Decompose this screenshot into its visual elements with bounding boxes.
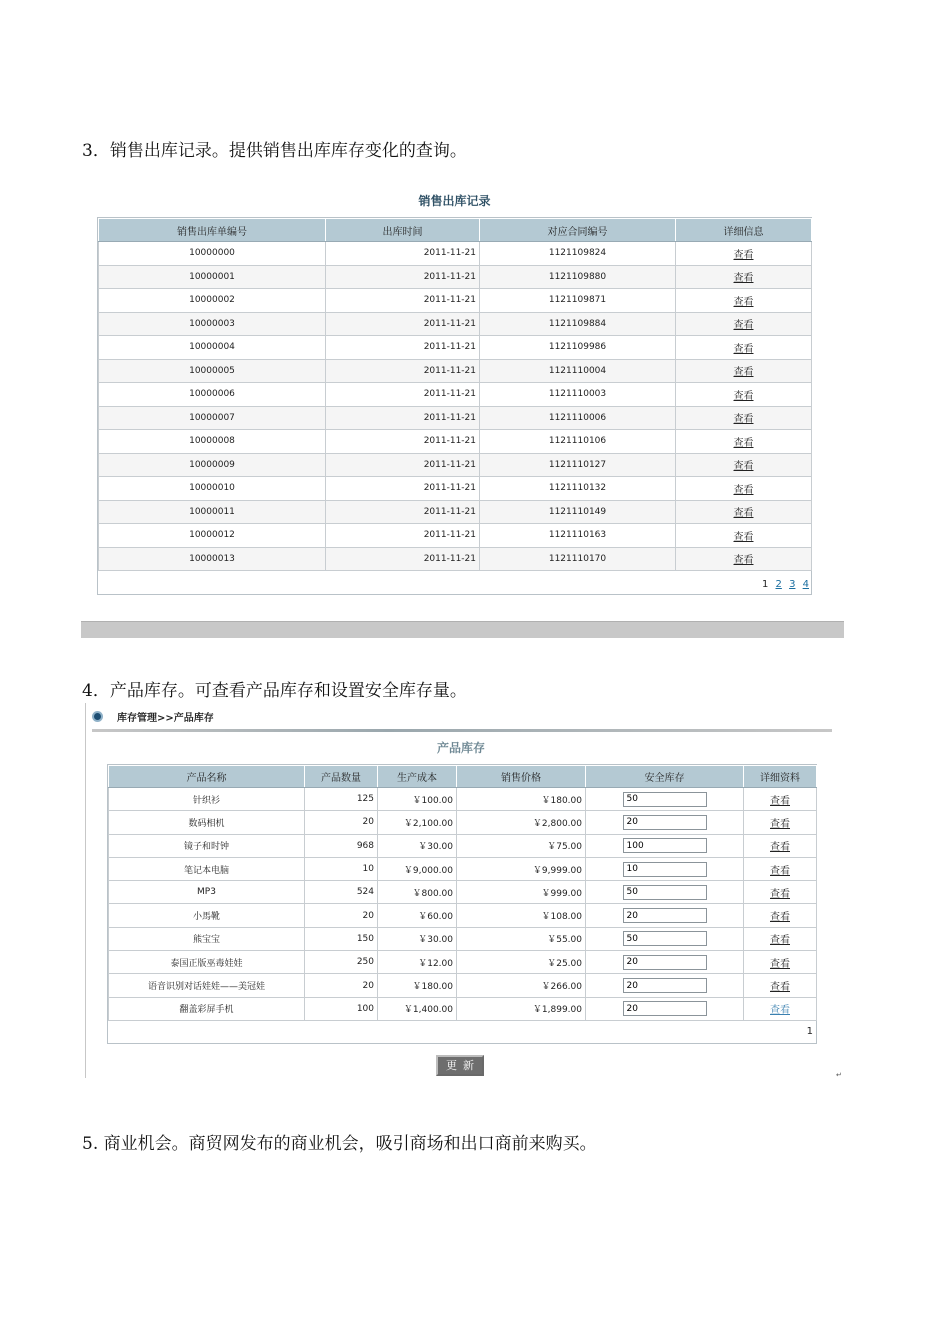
table-cell bbox=[586, 857, 744, 880]
sales-table-header bbox=[99, 219, 812, 242]
inventory-title: 产品库存 bbox=[436, 741, 485, 755]
table-cell: 1121109880 bbox=[480, 265, 676, 289]
table-cell: 2011-11-21 bbox=[326, 242, 480, 266]
view-link[interactable]: 查看 bbox=[733, 320, 754, 332]
table-row bbox=[109, 927, 817, 950]
table-cell: 10000012 bbox=[99, 524, 326, 548]
table-cell: ￥30.00 bbox=[378, 927, 457, 950]
table-cell: 2011-11-21 bbox=[326, 289, 480, 313]
table-cell bbox=[744, 927, 817, 950]
table-cell: ￥30.00 bbox=[378, 834, 457, 857]
table-cell bbox=[586, 788, 744, 811]
view-link[interactable]: 查看 bbox=[733, 555, 754, 567]
table-cell: 1121109986 bbox=[480, 336, 676, 360]
table-cell: 1121110106 bbox=[480, 430, 676, 454]
inventory-breadcrumb bbox=[92, 707, 214, 725]
table-cell: 1121110132 bbox=[480, 477, 676, 501]
table-row bbox=[99, 336, 812, 360]
view-link[interactable]: 查看 bbox=[770, 865, 790, 877]
table-cell: ￥100.00 bbox=[378, 788, 457, 811]
inventory-col-header: 销售价格 bbox=[457, 766, 586, 788]
inventory-col-header: 产品名称 bbox=[109, 766, 305, 788]
table-cell bbox=[676, 312, 812, 336]
table-row bbox=[109, 811, 817, 834]
table-cell bbox=[744, 951, 817, 974]
table-cell bbox=[676, 477, 812, 501]
table-cell: 1121110163 bbox=[480, 524, 676, 548]
table-cell bbox=[586, 927, 744, 950]
table-cell: 524 bbox=[305, 881, 378, 904]
table-row bbox=[99, 453, 812, 477]
view-link[interactable]: 查看 bbox=[733, 508, 754, 520]
section-3-text: 3．销售出库记录。提供销售出库库存变化的查询。 bbox=[82, 141, 467, 161]
view-link[interactable]: 查看 bbox=[770, 795, 790, 807]
sales-pager-page-4[interactable]: 4 bbox=[802, 579, 809, 590]
safety-stock-input[interactable] bbox=[623, 862, 707, 877]
table-cell: 2011-11-21 bbox=[326, 265, 480, 289]
view-link[interactable]: 查看 bbox=[770, 982, 790, 994]
table-cell bbox=[586, 881, 744, 904]
table-cell: ￥266.00 bbox=[457, 974, 586, 997]
table-row bbox=[109, 904, 817, 927]
inventory-table-header bbox=[109, 766, 817, 788]
inventory-left-border bbox=[85, 703, 86, 1078]
table-cell: MP3 bbox=[109, 881, 305, 904]
sales-col-header: 详细信息 bbox=[676, 219, 812, 242]
table-cell: 1121109871 bbox=[480, 289, 676, 313]
view-link[interactable]: 查看 bbox=[733, 390, 754, 402]
gear-icon bbox=[92, 711, 103, 722]
table-cell: 125 bbox=[305, 788, 378, 811]
view-link[interactable]: 查看 bbox=[770, 818, 790, 830]
table-cell: 10000001 bbox=[99, 265, 326, 289]
table-cell bbox=[586, 974, 744, 997]
table-cell: 968 bbox=[305, 834, 378, 857]
table-cell bbox=[676, 406, 812, 430]
table-cell: 数码相机 bbox=[109, 811, 305, 834]
table-cell: ￥2,100.00 bbox=[378, 811, 457, 834]
table-cell: 1121109884 bbox=[480, 312, 676, 336]
view-link[interactable]: 查看 bbox=[733, 531, 754, 543]
table-row bbox=[109, 951, 817, 974]
table-cell: ￥60.00 bbox=[378, 904, 457, 927]
safety-stock-input[interactable] bbox=[623, 815, 707, 830]
table-row bbox=[99, 500, 812, 524]
table-cell: 镜子和时钟 bbox=[109, 834, 305, 857]
table-cell: 10000006 bbox=[99, 383, 326, 407]
section-5-text: 5. 商业机会。商贸网发布的商业机会，吸引商场和出口商前来购买。 bbox=[82, 1134, 597, 1154]
table-row bbox=[99, 359, 812, 383]
table-cell: 2011-11-21 bbox=[326, 500, 480, 524]
table-cell bbox=[744, 857, 817, 880]
update-button[interactable]: 更新 bbox=[436, 1055, 484, 1076]
table-cell: ￥999.00 bbox=[457, 881, 586, 904]
table-cell: 10000009 bbox=[99, 453, 326, 477]
table-cell: 1121110127 bbox=[480, 453, 676, 477]
table-cell bbox=[676, 383, 812, 407]
table-cell bbox=[744, 974, 817, 997]
sales-col-header: 出库时间 bbox=[326, 219, 480, 242]
view-link[interactable]: 查看 bbox=[733, 414, 754, 426]
safety-stock-input[interactable] bbox=[623, 931, 707, 946]
sales-table-body bbox=[99, 242, 812, 571]
table-cell: 2011-11-21 bbox=[326, 477, 480, 501]
inventory-col-header: 生产成本 bbox=[378, 766, 457, 788]
table-cell: 10000003 bbox=[99, 312, 326, 336]
table-cell: 20 bbox=[305, 974, 378, 997]
sales-col-header: 对应合同编号 bbox=[480, 219, 676, 242]
table-cell: 10000005 bbox=[99, 359, 326, 383]
table-cell: 2011-11-21 bbox=[326, 312, 480, 336]
sales-col-header: 销售出库单编号 bbox=[99, 219, 326, 242]
table-row bbox=[99, 524, 812, 548]
table-cell: 2011-11-21 bbox=[326, 359, 480, 383]
table-cell: 10000000 bbox=[99, 242, 326, 266]
table-cell bbox=[586, 811, 744, 834]
table-row bbox=[109, 974, 817, 997]
table-cell: ￥800.00 bbox=[378, 881, 457, 904]
table-cell bbox=[744, 997, 817, 1020]
table-cell bbox=[586, 997, 744, 1020]
table-cell: 1121110149 bbox=[480, 500, 676, 524]
table-row bbox=[99, 477, 812, 501]
table-cell: ￥25.00 bbox=[457, 951, 586, 974]
table-cell: 2011-11-21 bbox=[326, 547, 480, 571]
view-link[interactable]: 查看 bbox=[770, 912, 790, 924]
table-cell: 10000008 bbox=[99, 430, 326, 454]
view-link[interactable]: 查看 bbox=[770, 888, 790, 900]
table-cell bbox=[676, 242, 812, 266]
table-cell: ￥9,999.00 bbox=[457, 857, 586, 880]
sales-record-table bbox=[98, 218, 812, 571]
table-cell bbox=[586, 951, 744, 974]
table-cell: 1121110003 bbox=[480, 383, 676, 407]
table-cell: 10000007 bbox=[99, 406, 326, 430]
table-row bbox=[99, 383, 812, 407]
view-link[interactable]: 查看 bbox=[770, 958, 790, 970]
section-divider bbox=[81, 621, 844, 638]
table-cell bbox=[676, 547, 812, 571]
table-cell bbox=[676, 289, 812, 313]
safety-stock-input[interactable] bbox=[623, 885, 707, 900]
table-row bbox=[99, 312, 812, 336]
inventory-breadcrumb-text: 库存管理>>产品库存 bbox=[117, 712, 214, 724]
table-cell: 1121110170 bbox=[480, 547, 676, 571]
table-cell: 翻盖彩屏手机 bbox=[109, 997, 305, 1020]
inventory-table bbox=[108, 765, 817, 1021]
table-row bbox=[99, 265, 812, 289]
table-cell bbox=[676, 336, 812, 360]
view-link[interactable]: 查看 bbox=[770, 935, 790, 947]
corner-mark: ↵ bbox=[836, 1071, 842, 1079]
sales-record-panel bbox=[97, 217, 812, 595]
safety-stock-input[interactable] bbox=[623, 1001, 707, 1016]
table-row bbox=[99, 242, 812, 266]
safety-stock-input[interactable] bbox=[623, 978, 707, 993]
table-cell: 2011-11-21 bbox=[326, 524, 480, 548]
view-link[interactable]: 查看 bbox=[733, 461, 754, 473]
table-cell: 1121110004 bbox=[480, 359, 676, 383]
inventory-table-body bbox=[109, 788, 817, 1021]
inventory-header-underline bbox=[92, 729, 832, 732]
table-cell bbox=[744, 881, 817, 904]
table-cell: ￥108.00 bbox=[457, 904, 586, 927]
table-cell: 10000011 bbox=[99, 500, 326, 524]
table-cell: ￥75.00 bbox=[457, 834, 586, 857]
table-cell: ￥55.00 bbox=[457, 927, 586, 950]
table-cell: 笔记本电脑 bbox=[109, 857, 305, 880]
table-cell: 小馬靴 bbox=[109, 904, 305, 927]
table-cell bbox=[676, 453, 812, 477]
table-cell bbox=[744, 904, 817, 927]
table-cell bbox=[586, 834, 744, 857]
table-cell: 100 bbox=[305, 997, 378, 1020]
table-cell: 2011-11-21 bbox=[326, 383, 480, 407]
table-cell: 1121109824 bbox=[480, 242, 676, 266]
sales-pager-page-2[interactable]: 2 bbox=[775, 579, 782, 590]
table-row bbox=[99, 430, 812, 454]
table-cell: 2011-11-21 bbox=[326, 430, 480, 454]
table-cell bbox=[744, 811, 817, 834]
view-link[interactable]: 查看 bbox=[733, 367, 754, 379]
table-cell: 针织衫 bbox=[109, 788, 305, 811]
sales-pager bbox=[758, 579, 809, 590]
table-cell: 2011-11-21 bbox=[326, 406, 480, 430]
table-cell bbox=[744, 788, 817, 811]
sales-pager-page-3[interactable]: 3 bbox=[789, 579, 796, 590]
table-cell: ￥2,800.00 bbox=[457, 811, 586, 834]
view-link[interactable]: 查看 bbox=[733, 296, 754, 308]
safety-stock-input[interactable] bbox=[623, 792, 707, 807]
table-cell: 10000002 bbox=[99, 289, 326, 313]
table-cell bbox=[676, 500, 812, 524]
view-link[interactable]: 查看 bbox=[733, 249, 754, 261]
table-cell: 150 bbox=[305, 927, 378, 950]
sales-pager-current: 1 bbox=[761, 579, 769, 590]
inventory-col-header: 安全库存 bbox=[586, 766, 744, 788]
table-cell: 1121110006 bbox=[480, 406, 676, 430]
table-cell: ￥9,000.00 bbox=[378, 857, 457, 880]
table-row bbox=[109, 834, 817, 857]
sales-record-title: 销售出库记录 bbox=[418, 194, 491, 208]
table-cell: 2011-11-21 bbox=[326, 453, 480, 477]
table-row bbox=[109, 881, 817, 904]
table-cell bbox=[586, 904, 744, 927]
inventory-pager: 1 bbox=[806, 1026, 813, 1037]
table-cell: 20 bbox=[305, 904, 378, 927]
view-link[interactable]: 查看 bbox=[733, 273, 754, 285]
table-cell: 2011-11-21 bbox=[326, 336, 480, 360]
inventory-panel bbox=[107, 764, 817, 1044]
table-cell: 泰国正版巫毒娃娃 bbox=[109, 951, 305, 974]
table-cell: 10000010 bbox=[99, 477, 326, 501]
table-row bbox=[99, 406, 812, 430]
table-cell bbox=[676, 430, 812, 454]
table-cell: 语音识别对话娃娃——美冠娃 bbox=[109, 974, 305, 997]
safety-stock-input[interactable] bbox=[623, 908, 707, 923]
table-row bbox=[109, 997, 817, 1020]
table-row bbox=[99, 289, 812, 313]
safety-stock-input[interactable] bbox=[623, 955, 707, 970]
section-4-text: 4．产品库存。可查看产品库存和设置安全库存量。 bbox=[82, 681, 467, 701]
table-row bbox=[109, 788, 817, 811]
inventory-col-header: 产品数量 bbox=[305, 766, 378, 788]
table-cell: ￥1,899.00 bbox=[457, 997, 586, 1020]
table-cell: 10 bbox=[305, 857, 378, 880]
view-link[interactable]: 查看 bbox=[770, 1005, 790, 1017]
table-cell: ￥1,400.00 bbox=[378, 997, 457, 1020]
table-cell: 250 bbox=[305, 951, 378, 974]
table-cell: 10000013 bbox=[99, 547, 326, 571]
table-cell bbox=[676, 524, 812, 548]
table-row bbox=[99, 547, 812, 571]
table-cell: ￥12.00 bbox=[378, 951, 457, 974]
safety-stock-input[interactable] bbox=[623, 838, 707, 853]
table-cell: ￥180.00 bbox=[457, 788, 586, 811]
view-link[interactable]: 查看 bbox=[733, 484, 754, 496]
table-cell bbox=[676, 359, 812, 383]
table-cell: 10000004 bbox=[99, 336, 326, 360]
table-row bbox=[109, 857, 817, 880]
table-cell: 20 bbox=[305, 811, 378, 834]
table-cell bbox=[744, 834, 817, 857]
view-link[interactable]: 查看 bbox=[733, 437, 754, 449]
view-link[interactable]: 查看 bbox=[733, 343, 754, 355]
view-link[interactable]: 查看 bbox=[770, 842, 790, 854]
table-cell: 熊宝宝 bbox=[109, 927, 305, 950]
inventory-col-header: 详细资料 bbox=[744, 766, 817, 788]
table-cell bbox=[676, 265, 812, 289]
table-cell: ￥180.00 bbox=[378, 974, 457, 997]
